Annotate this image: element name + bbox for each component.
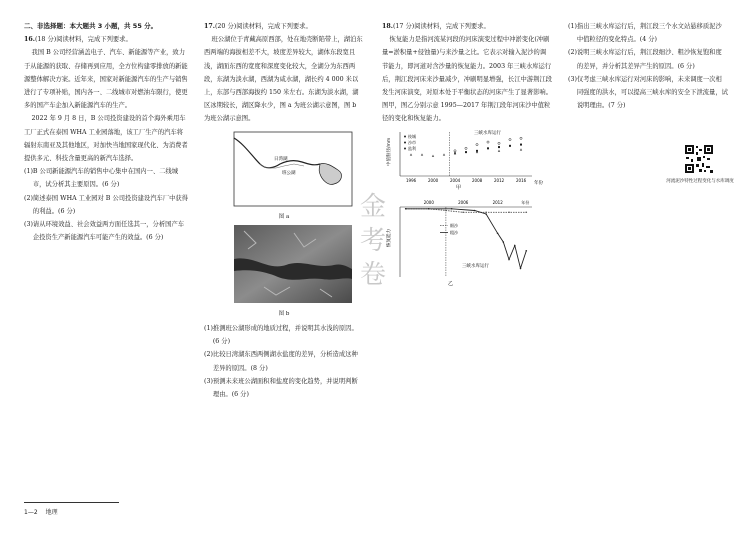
chart-b-annotation: 三峡水库运行 bbox=[462, 263, 489, 269]
chart-b-tick-label: 2012 bbox=[492, 199, 503, 205]
chart-a-point bbox=[432, 154, 434, 156]
chart-b-tick-label: 2006 bbox=[458, 199, 469, 205]
q16-head: (18 分)阅读材料，完成下列要求。 bbox=[34, 36, 132, 44]
chart-b-point bbox=[405, 208, 407, 210]
chart-b-point bbox=[525, 250, 527, 252]
q17-sub3: (3)预测未来班公湖面积和盐度的变化趋势，并说明判断理由。(6 分) bbox=[204, 377, 358, 399]
chart-b bbox=[382, 195, 552, 287]
chart-a-legend-label: 枝城 bbox=[408, 133, 416, 139]
map-a-label-1: 日湾湖 bbox=[274, 156, 288, 162]
chart-a-point bbox=[509, 138, 511, 140]
section-header: 二、非选择题：本大题共 3 小题，共 55 分。 bbox=[24, 22, 158, 30]
chart-a-point bbox=[476, 143, 478, 145]
q18-sub1: (1)指出三峡水库运行后，荆江段三个水文站悬移质泥沙中值粒径的变化特点。(4 分) bbox=[568, 23, 722, 44]
watermark: 金考卷 bbox=[359, 192, 386, 290]
chart-a-point bbox=[509, 144, 511, 146]
page-footer bbox=[24, 502, 119, 516]
chart-a-legend-label: 沙市 bbox=[408, 139, 416, 145]
chart-a-legend-marker bbox=[404, 141, 406, 143]
q16-sub1: (1)B 公司新能源汽车的销售中心集中在国内一、二线城市，试分析其主要原因。(6 分) bbox=[24, 168, 179, 189]
chart-b-point bbox=[514, 245, 516, 247]
chart-b-point bbox=[508, 259, 510, 261]
chart-b-point bbox=[520, 267, 522, 269]
q16-sub2: (2)简述泰国 WHA 工业园对 B 公司投资建设汽车厂中获得的利益。(6 分) bbox=[24, 194, 189, 215]
chart-a-point bbox=[498, 146, 500, 148]
chart-b-series-line bbox=[406, 209, 527, 268]
chart-b-point bbox=[485, 211, 487, 213]
chart-a-point bbox=[520, 137, 522, 139]
q16-number: 16. bbox=[24, 36, 35, 44]
chart-a-caption: 甲 bbox=[456, 184, 462, 190]
map-a bbox=[204, 130, 354, 208]
chart-a-point bbox=[421, 153, 423, 155]
chart-b-point bbox=[462, 211, 464, 213]
figure-a bbox=[204, 130, 364, 221]
qr-caption: 河流泥沙特性过程变化与水库调度 bbox=[666, 179, 734, 184]
chart-a-point bbox=[498, 142, 500, 144]
chart-b-point bbox=[445, 210, 447, 212]
chart-b-ylabel: 恢复能力 bbox=[387, 228, 392, 247]
chart-b-tick-label: 2000 bbox=[423, 199, 434, 205]
q17-number: 17. bbox=[204, 23, 215, 30]
satellite-image-b bbox=[204, 225, 354, 305]
chart-a-ylabel: 中值粒径/mm bbox=[387, 137, 392, 166]
subject-label: 地理 bbox=[45, 509, 58, 516]
chart-a-point bbox=[465, 151, 467, 153]
chart-a-point bbox=[410, 153, 412, 155]
chart-a-point bbox=[487, 141, 489, 143]
chart-a-point bbox=[498, 149, 500, 151]
chart-a-tick-label: 2000 bbox=[428, 177, 439, 183]
q18-para1: 恢复能力是指河流某河段的河床演变过程中冲淤变化(冲刷量=淤积量+侵蚀量)与来沙量之比。它表示对输入泥沙的调节能力，即河道对含沙量的恢复能力。2003 年三峡水库运行后，荆江段河床来沙量减少，冲刷明显增强，长江中游荆江段发生河床演变，对原本处于平衡状态的河床产生了显著影响。图甲，图乙分别示意 1995—2017 年荆江段年河床沙中值粒径的变化和恢复能力。 bbox=[382, 36, 553, 123]
chart-a-point bbox=[443, 153, 445, 155]
column-q16 bbox=[24, 20, 189, 244]
q16-sub3: (3)请从环境效益、社会效益两方面任选其一，分析国产车企投资生产新能源汽车可能产生的效益。(6 分) bbox=[24, 221, 185, 242]
chart-b-tick-label: 年份 bbox=[521, 199, 530, 205]
chart-b-legend-label: 粗沙 bbox=[450, 229, 458, 235]
column-q17 bbox=[204, 20, 364, 401]
chart-a-annotation: 三峡水库运行 bbox=[474, 130, 501, 136]
chart-a-point bbox=[520, 143, 522, 145]
q18-number: 18. bbox=[382, 23, 393, 30]
chart-b-point bbox=[508, 211, 510, 213]
column-q18 bbox=[382, 20, 552, 292]
q18-sub2: (2)说明三峡水库运行后，荆江段细沙、粗沙恢复饱和度的差异，并分析其差异产生的原因。(6 分) bbox=[568, 49, 722, 70]
figure-b-caption: 图 b bbox=[278, 311, 290, 318]
q18-sub3: (3)仅考虑三峡水库运行对河床的影响，未来调度一次相同强度的洪水，可以提高三峡水库的安全下泄流量，试说明理由。(7 分) bbox=[568, 75, 728, 110]
q16-para1: 我国 B 公司经营涵盖电子、汽车、新能源等产业，致力于从能源的获取、存储再到应用，全方位构建零排放的新能源整体解决方案。近年来，国家对新能源汽车的生产与销售进行了专项补贴，国内各一、二线城市对燃油车限行，使更多的国产车企加入新能源汽车的生产。 bbox=[24, 49, 188, 110]
chart-b-point bbox=[485, 213, 487, 215]
chart-b-point bbox=[474, 210, 476, 212]
q17-para1: 班公湖位于青藏高原西部，处在地壳断陷带上，湖泊东西两端的海拔相差不大，坡度差异较大，湖体东段宽且浅，湖面东西的宽度和深度变化较大，全湖分为东西两段，东湖为淡水湖，西湖为咸水湖，湖长约 4 000 米以上，东部与西部海拔约 150 米左右。东湖为淡水湖，湖区冰期较长，湖区降水少，图 a 为班公湖示意图，图 b 为班公湖示意图。 bbox=[204, 36, 363, 123]
chart-a-xlabel: 年份 bbox=[534, 180, 543, 186]
figure-b bbox=[204, 225, 364, 318]
chart-a-legend-label: 监利 bbox=[408, 145, 416, 151]
q17-sub1: (1)推测班公湖形成的地质过程，并说明其水浅的原因。(6 分) bbox=[204, 325, 358, 346]
q16-para2: 2022 年 9 月 8 日，B 公司投资建设的首个海外乘用车工厂正式在泰国 WHA 工业园落地，该工厂生产的汽车将辐射东南亚及其他地区，对加快当地国家现代化、为消费者提供多元、科技含量更高的新汽车选择。 bbox=[24, 115, 188, 163]
chart-a-point bbox=[465, 147, 467, 149]
q17-sub2: (2)比较日湾湖东西两侧湖水盐度的差异，分析造成这种差异的原因。(8 分) bbox=[204, 351, 358, 372]
chart-a-legend-marker bbox=[404, 135, 406, 137]
chart-a-tick-label: 2004 bbox=[450, 177, 461, 183]
chart-b-point bbox=[451, 208, 453, 210]
page-number: 1—2 bbox=[24, 509, 38, 516]
figure-a-caption: 图 a bbox=[278, 213, 290, 220]
qr-code-icon[interactable] bbox=[684, 144, 714, 174]
chart-b-point bbox=[497, 232, 499, 234]
chart-b-point bbox=[503, 241, 505, 243]
column-q18-questions bbox=[568, 20, 728, 112]
chart-b-point bbox=[525, 211, 527, 213]
chart-a-point bbox=[520, 148, 522, 150]
chart-a bbox=[382, 126, 552, 190]
chart-a-legend-marker bbox=[404, 147, 406, 149]
chart-a-tick-label: 2016 bbox=[516, 177, 527, 183]
chart-a-point bbox=[487, 147, 489, 149]
chart-a-tick-label: 1996 bbox=[406, 177, 417, 183]
map-a-label-2: 班公湖 bbox=[282, 170, 296, 176]
chart-b-caption: 乙 bbox=[448, 280, 454, 287]
chart-b-series-line bbox=[406, 209, 527, 213]
q17-head: (20 分)阅读材料，完成下列要求。 bbox=[214, 23, 312, 30]
chart-a-tick-label: 2008 bbox=[472, 177, 483, 183]
chart-b-legend-label: 细沙 bbox=[450, 222, 458, 228]
chart-a-tick-label: 2012 bbox=[494, 177, 505, 183]
chart-b-point bbox=[428, 208, 430, 210]
chart-a-point bbox=[454, 149, 456, 151]
q18-head: (17 分)阅读材料，完成下列要求。 bbox=[392, 23, 490, 30]
